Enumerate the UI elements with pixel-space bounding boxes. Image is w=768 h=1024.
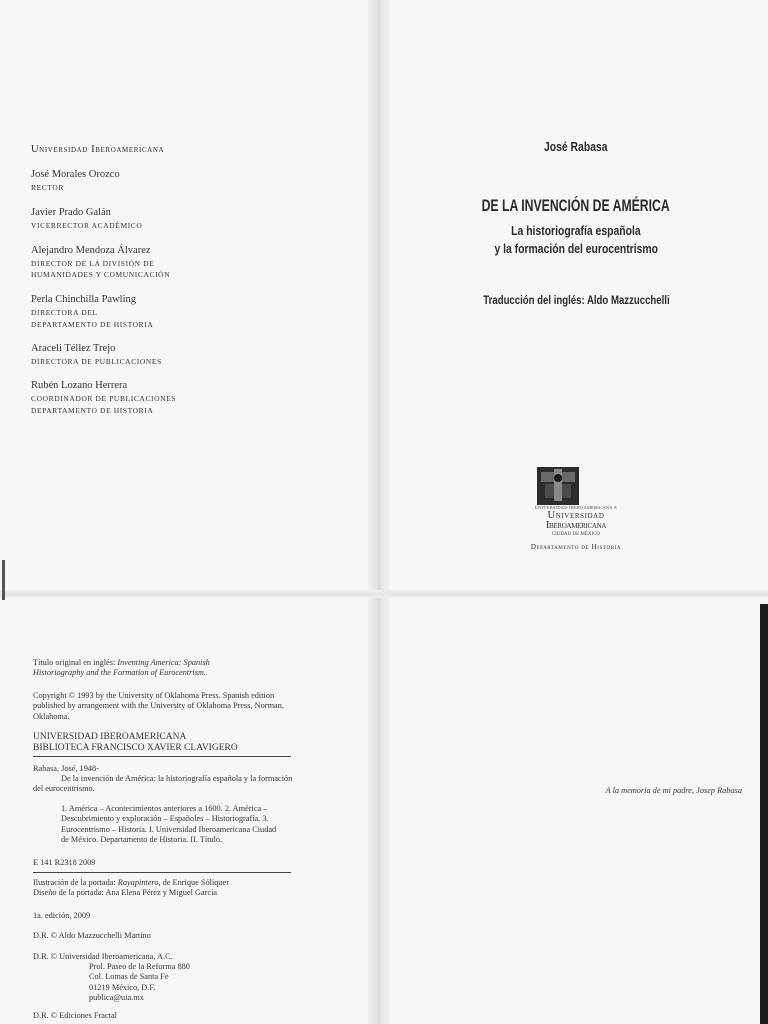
publisher-name: Iberoamericana — [545, 520, 607, 531]
staff-name: Alejandro Mendoza Álvarez — [31, 245, 151, 256]
university-emblem-icon — [537, 467, 579, 505]
call-number: E 141 R2318 2009 — [33, 858, 96, 867]
publisher-name: Universidad — [547, 510, 605, 521]
staff-role: DIRECTORA DEL — [31, 308, 98, 317]
catalog-author: Rabasa, José, 1948- — [33, 764, 99, 773]
staff-role: DEPARTAMENTO DE HISTORIA — [31, 406, 154, 415]
staff-name: José Morales Orozco — [31, 169, 120, 180]
publisher-department: Departamento de Historia — [530, 543, 622, 551]
book-subtitle: y la formación del eurocentrismo — [494, 241, 658, 256]
dedication-page — [384, 598, 768, 1024]
catalog-rule — [33, 872, 291, 873]
page-separator — [0, 590, 768, 598]
emblem-caption: UNIVERSIDAD IBEROAMERICANA ® — [534, 505, 618, 510]
staff-role: RECTOR — [31, 183, 65, 192]
staff-name: Araceli Téllez Trejo — [31, 343, 116, 354]
catalog-title: De la invención de América: la historiografía española y la formación del eurocentrismo. — [33, 774, 293, 794]
library-heading: BIBLIOTECA FRANCISCO XAVIER CLAVIGERO — [33, 743, 238, 753]
university-heading: Universidad Iberoamericana — [31, 144, 165, 155]
book-title: DE LA INVENCIÓN DE AMÉRICA — [481, 196, 671, 215]
edition: 1a. edición, 2009 — [33, 911, 91, 920]
staff-name: Javier Prado Galán — [31, 207, 111, 218]
page-edge-shadow — [760, 604, 768, 1024]
staff-role: COORDINADOR DE PUBLICACIONES — [31, 394, 177, 403]
publisher-city: CIUDAD DE MÉXICO — [551, 532, 601, 537]
rights-university: D.R. © Universidad Iberoamericana, A.C. — [33, 952, 173, 961]
catalog-rule — [33, 756, 291, 757]
publisher-address: Prol. Paseo de la Reforma 880 Col. Lomas de Santa Fe 01219 México, D.F. publica@uia.mx — [89, 962, 190, 1002]
page-edge-mark — [2, 560, 5, 600]
library-heading: UNIVERSIDAD IBEROAMERICANA — [33, 732, 187, 742]
dedication: A la memoria de mi padre, Josep Rabasa — [605, 786, 742, 795]
cover-credits: Ilustración de la portada: Rayapintero, de Enrique Sóliquer Diseño de la portada: Ana Elena Pérez y Miguel García — [33, 878, 230, 898]
staff-role: HUMANIDADES Y COMUNICACIÓN — [31, 270, 171, 279]
staff-role: VICERRECTOR ACADÉMICO — [31, 221, 143, 230]
staff-name: Rubén Lozano Herrera — [31, 380, 128, 391]
staff-role: DIRECTORA DE PUBLICACIONES — [31, 357, 162, 366]
copyright-notice: Copyright © 1993 by the University of Oklahoma Press. Spanish edition published by arrangement with the University of Oklahoma Press, Norman, Oklahoma. — [33, 691, 284, 721]
staff-role: DEPARTAMENTO DE HISTORIA — [31, 320, 154, 329]
original-title: Título original en inglés: Inventing America: Spanish Historiography and the Formation of Eurocentrism. — [33, 658, 210, 678]
rights-translator: D.R. © Aldo Mazzucchelli Martino — [33, 931, 151, 940]
catalog-subjects: 1. América – Acontecimientos anteriores a 1600. 2. América – Descubrimiento y exploración – Españoles – Historiografía. 3. Eurocentrismo – Historia. I. Universidad Iberoamericana Ciudad de México. Departamento de Historia. II. Título. — [61, 804, 277, 844]
author-name: José Rabasa — [544, 139, 608, 154]
book-subtitle: La historiografía española — [511, 223, 641, 238]
staff-name: Perla Chinchilla Pawling — [31, 294, 136, 305]
translation-credit: Traducción del inglés: Aldo Mazzucchelli — [482, 293, 670, 307]
rights-fractal: D.R. © Ediciones Fractal — [33, 1011, 117, 1020]
staff-role: DIRECTOR DE LA DIVISIÓN DE — [31, 259, 155, 268]
